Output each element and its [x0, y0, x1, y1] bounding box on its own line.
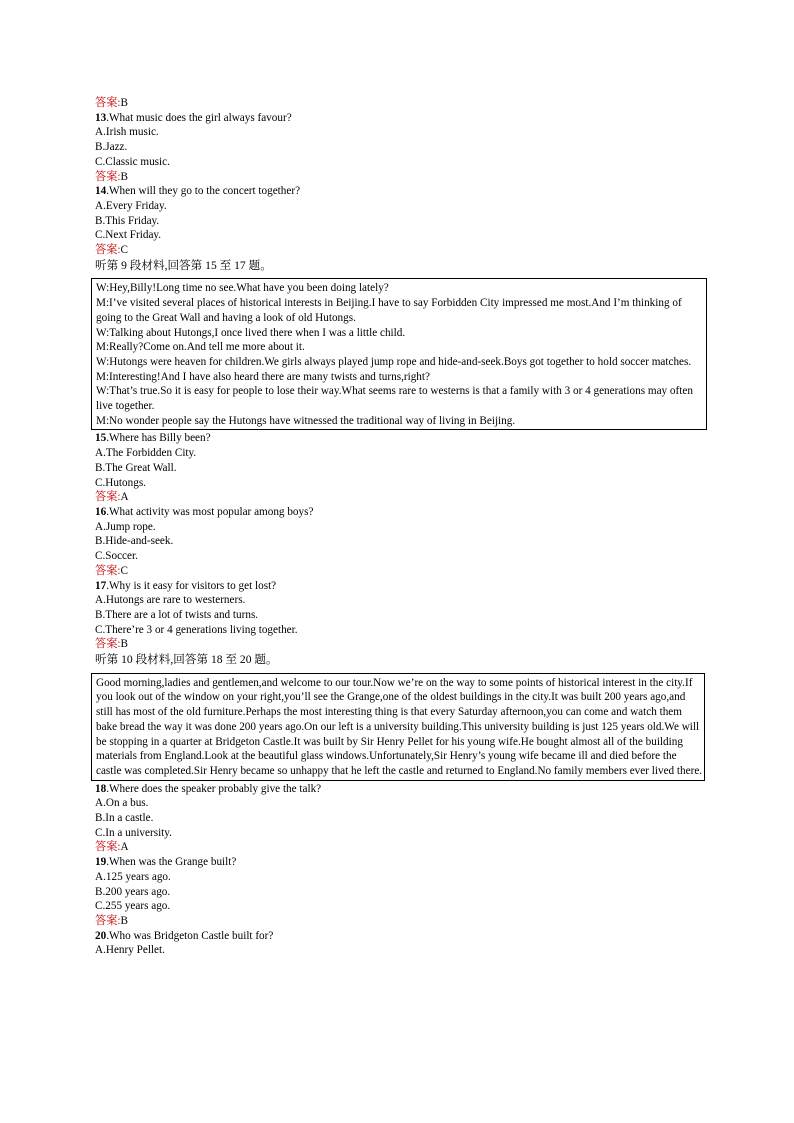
document-page	[95, 96, 715, 958]
question-block	[95, 184, 715, 258]
section-heading: 听第 10 段材料,回答第 18 至 20 题。	[95, 653, 278, 667]
option: A.Hutongs are rare to westerners.	[95, 594, 246, 607]
transcript-line: M:I’ve visited several places of historical interests in Beijing.I have to say Forbidden City impressed me most.And I’m thinking of going to the Great Wall and having a look of old Hutongs.	[96, 297, 682, 324]
transcript-box	[91, 673, 705, 781]
option: A.The Forbidden City.	[95, 447, 197, 460]
transcript-line: W:Hey,Billy!Long time no see.What have you been doing lately?	[96, 282, 389, 295]
option: C.255 years ago.	[95, 900, 171, 913]
option: B.There are a lot of twists and turns.	[95, 608, 259, 621]
option: B.In a castle.	[95, 812, 154, 825]
answer-line: 答案:B	[95, 97, 128, 109]
option: B.Jazz.	[95, 141, 128, 154]
question-block	[95, 782, 715, 856]
section-heading: 听第 9 段材料,回答第 15 至 17 题。	[95, 258, 272, 272]
question-text: 16.What activity was most popular among boys?	[95, 505, 314, 518]
transcript-line: M:No wonder people say the Hutongs have witnessed the traditional way of living in Beijing.	[96, 414, 516, 427]
question-block	[95, 111, 715, 185]
option: C.Hutongs.	[95, 476, 146, 489]
transcript-line: M:Interesting!And I have also heard there are many twists and turns,right?	[96, 370, 430, 383]
question-block	[95, 431, 715, 505]
option: B.Hide-and-seek.	[95, 535, 174, 548]
option: A.Henry Pellet.	[95, 944, 165, 957]
option: B.200 years ago.	[95, 885, 171, 898]
answer-line: 答案:B	[95, 914, 128, 927]
answer-line: 答案:B	[95, 638, 128, 651]
answer-line: 答案:A	[95, 491, 129, 504]
option: B.This Friday.	[95, 214, 160, 227]
option: A.Jump rope.	[95, 520, 156, 533]
option: A.Every Friday.	[95, 199, 167, 212]
question-text: 17.Why is it easy for visitors to get lost?	[95, 579, 277, 592]
option: C.Next Friday.	[95, 229, 162, 242]
option: C.Soccer.	[95, 550, 138, 563]
transcript-line: M:Really?Come on.And tell me more about it.	[96, 341, 305, 354]
option: B.The Great Wall.	[95, 461, 177, 474]
answer-line: 答案:C	[95, 564, 128, 577]
transcript-line: W:Hutongs were heaven for children.We girls always played jump rope and hide-and-seek.Boys got together to hold soccer matches.	[96, 355, 692, 368]
transcript-line: W:Talking about Hutongs,I once lived there when I was a little child.	[96, 326, 406, 339]
option: A.Irish music.	[95, 126, 159, 139]
option: C.In a university.	[95, 826, 172, 839]
option: A.On a bus.	[95, 797, 149, 810]
transcript-line: W:That’s true.So it is easy for people to lose their way.What seems rare to westerns is that a family with 3 or 4 generations may often live together.	[96, 385, 693, 413]
question-text: 18.Where does the speaker probably give the talk?	[95, 782, 322, 795]
transcript-box	[91, 278, 707, 430]
option: A.125 years ago.	[95, 870, 171, 883]
transcript-paragraph: Good morning,ladies and gentlemen,and welcome to our tour.Now we’re on the way to some points of historical interest in the city.If you look out of the window on your right,you’ll see the Grange,one of the oldest buildings in the city.It was built 200 years ago,and still has most of the old furniture.Perhaps the most interesting thing is that every Saturday afternoon,you can come and watch them bake bread the way it was done 200 years ago.On our left is a university building.This university building is just 125 years old.We will be stopping in a quarter at Bridgeton Castle.It was built by Sir Henry Pellet for his young wife.He bought almost all of the building materials from England.Look at the beautiful glass windows.Unfortunately,Sir Henry’s young wife became ill and died before the castle was completed.Sir Henry became so unhappy that he left the castle and returned to England.No family members ever lived there.	[96, 676, 703, 777]
question-block	[95, 929, 715, 958]
question-block	[95, 505, 715, 579]
question-text: 15.Where has Billy been?	[95, 432, 211, 445]
answer-line: 答案:A	[95, 841, 129, 854]
option: C.Classic music.	[95, 155, 170, 168]
answer-line: 答案:B	[95, 170, 128, 183]
question-block	[95, 579, 715, 653]
option: C.There’re 3 or 4 generations living together.	[95, 623, 298, 636]
question-text: 14.When will they go to the concert together?	[95, 185, 301, 198]
question-text: 20.Who was Bridgeton Castle built for?	[95, 929, 274, 942]
question-text: 19.When was the Grange built?	[95, 856, 237, 869]
question-text: 13.What music does the girl always favour?	[95, 111, 292, 124]
answer-line: 答案:C	[95, 244, 128, 257]
question-block	[95, 855, 715, 929]
